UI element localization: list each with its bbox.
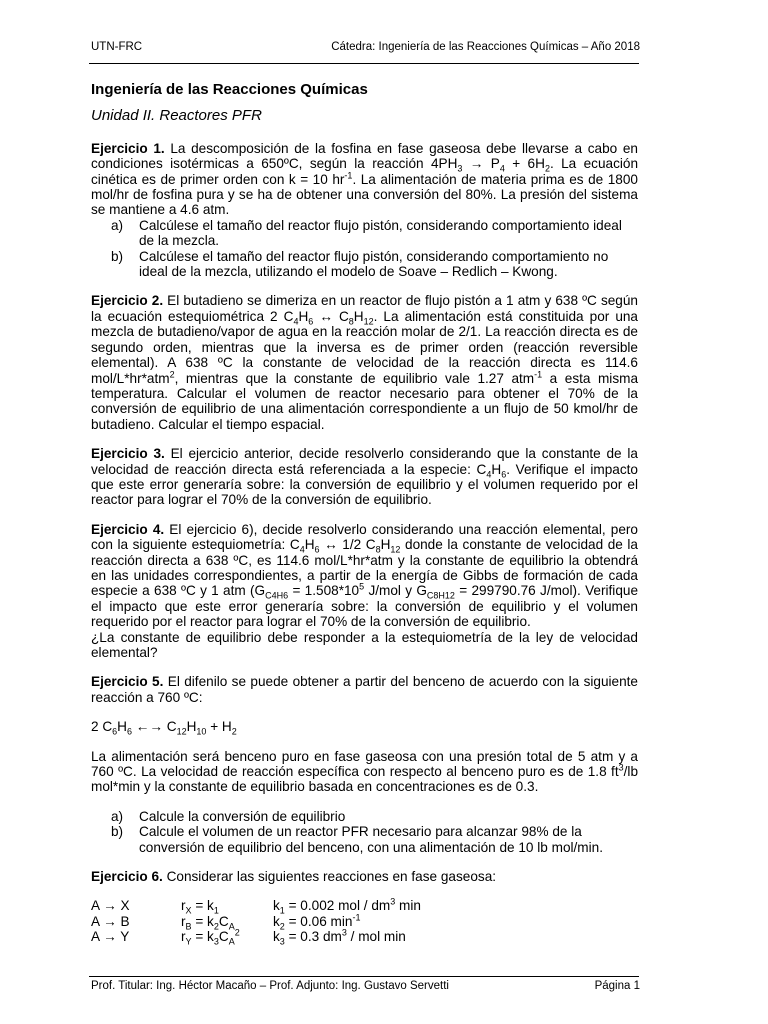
subscript: 1 bbox=[213, 906, 219, 917]
table-row bbox=[91, 929, 421, 944]
document-body bbox=[91, 78, 638, 945]
concentration-symbol: C bbox=[218, 913, 229, 929]
exercise-4-text: donde la constante de velocidad de la reacción directa a 638 ºC, es 114.6 mol/L*hr*atm y la constante de equilibrio la obtendrá en las unidades correspondientes, a partir de la energía de Gibbs de formación de cada especie a 638 ºC y 1 atm (G bbox=[91, 537, 638, 599]
exercise-3-text: . Verifique el impacto que este error generaría sobre: la conversión de equilibrio y el volumen requerido por el reactor para lograr el 70% de la conversión de equilibrio. bbox=[91, 461, 638, 508]
reaction-equation bbox=[91, 719, 638, 737]
subscript: 3 bbox=[279, 937, 285, 947]
equation-part: 2 C bbox=[91, 719, 113, 735]
exercise-6 bbox=[91, 869, 638, 884]
exercise-4-text: El ejercicio 6), decide resolverlo considerando una reacción elemental, pero con la siguiente estequiometría: C bbox=[91, 521, 638, 553]
exercise-2-heading: Ejercicio 2. bbox=[91, 293, 164, 309]
subscript: Y bbox=[185, 937, 192, 947]
table-row bbox=[91, 898, 421, 913]
exercise-3-text: H bbox=[491, 461, 502, 477]
exercise-5-text: La alimentación será benceno puro en fase gaseosa con una presión total de 5 atm y a 760 ºC. La velocidad de reacción específica con respecto al benceno puro es de 1.8 ft bbox=[91, 748, 638, 780]
exercise-1-text: + 6H bbox=[504, 156, 545, 172]
concentration-symbol: C bbox=[218, 929, 229, 945]
document-subtitle: Unidad II. Reactores PFR bbox=[91, 107, 262, 125]
page-header bbox=[91, 41, 640, 53]
subscript: 12 bbox=[390, 544, 401, 555]
exercise-4-text: = 1.508*10 bbox=[288, 583, 360, 599]
exercise-1-text: . La ecuación cinética es de primer orden con k = 10 hr bbox=[91, 156, 639, 187]
table-row bbox=[91, 914, 421, 929]
exercise-2-text: El butadieno se dimeriza en un reactor de flujo pistón a 1 atm y 638 ºC según la ecuación estequiométrica 2 C bbox=[91, 293, 638, 324]
list-item bbox=[91, 824, 638, 855]
list-item-text: Calcule el volumen de un reactor PFR necesario para alcanzar 98% de la conversión de equilibrio del benceno, con una alimentación de 10 lb mol/min. bbox=[139, 824, 603, 855]
superscript: -1 bbox=[352, 912, 361, 923]
exercise-2-text: . La alimentación está constituida por una mezcla de butadieno/vapor de agua en la reacción molar de 2/1. La reacción directa es de segundo orden, mientras que la inversa es de primer orden (reacción reversible elemental). A 638 ºC la constante de velocidad de la reacción directa es 114.6 mol/L*hr*atm bbox=[91, 308, 638, 386]
reaction-table bbox=[91, 896, 421, 947]
subscript: 4 bbox=[499, 163, 505, 174]
exercise-1-text: La descomposición de la fosfina en fase gaseosa debe llevarse a cabo en condiciones isotérmicas a 650ºC, según la reacción 4PH bbox=[91, 140, 638, 172]
list-marker: b) bbox=[111, 248, 124, 264]
exercise-4-text: = 299790.76 J/mol). Verifique el impacto que este error generaría sobre: la conversión de equilibrio y el volumen requerido por el reactor para lograr el 70% de la conversión de equilibrio. bbox=[91, 583, 639, 630]
exercise-2 bbox=[91, 293, 638, 432]
superscript: 5 bbox=[359, 581, 365, 592]
page-footer bbox=[91, 980, 640, 992]
rate-constant-cell bbox=[273, 896, 421, 917]
subscript: C4H6 bbox=[265, 591, 289, 602]
exercise-4-question: ¿La constante de equilibrio debe responder a la estequiometría de la ley de velocidad elemental? bbox=[91, 629, 638, 660]
subscript: 3 bbox=[457, 163, 463, 174]
exercise-5-text: El difenilo se puede obtener a partir del benceno de acuerdo con la siguiente reacción a 760 ºC: bbox=[91, 674, 638, 705]
footer-professors: Prof. Titular: Ing. Héctor Macaño – Prof. Adjunto: Ing. Gustavo Servetti bbox=[91, 980, 449, 992]
header-divider bbox=[89, 63, 639, 64]
list-marker: a) bbox=[111, 808, 124, 824]
constant-unit: min bbox=[395, 898, 421, 914]
exercise-5 bbox=[91, 674, 638, 705]
rate-expression: = k bbox=[191, 898, 214, 914]
constant-unit: / mol min bbox=[346, 929, 406, 945]
footer-divider bbox=[89, 976, 639, 977]
exercise-5-heading: Ejercicio 5. bbox=[91, 674, 164, 690]
subscript: A bbox=[228, 921, 235, 932]
superscript: 2 bbox=[234, 927, 240, 938]
list-item-text: Calcúlese el tamaño del reactor flujo pistón, considerando comportamiento ideal de la mezcla. bbox=[139, 217, 622, 249]
exercise-2-text: H bbox=[353, 308, 364, 324]
subscript: 2 bbox=[544, 163, 550, 174]
list-marker: b) bbox=[111, 824, 124, 840]
rate-symbol: r bbox=[181, 929, 186, 945]
rate-expression: = k bbox=[191, 913, 214, 929]
exercise-1-items bbox=[91, 218, 638, 280]
superscript: 3 bbox=[341, 927, 347, 938]
list-item bbox=[91, 218, 638, 249]
subscript: 6 bbox=[127, 726, 133, 737]
exercise-4-heading: Ejercicio 4. bbox=[91, 521, 165, 537]
subscript: C8H12 bbox=[426, 591, 455, 602]
equation-part: H bbox=[117, 719, 127, 735]
subscript: B bbox=[185, 921, 192, 932]
document-title: Ingeniería de las Reacciones Químicas bbox=[91, 81, 368, 98]
rate-law-cell bbox=[181, 898, 273, 917]
subscript: 6 bbox=[112, 726, 118, 737]
subscript: 6 bbox=[314, 544, 320, 555]
subscript: 6 bbox=[308, 316, 314, 327]
constant-value: = 0.06 min bbox=[284, 913, 353, 929]
exercise-2-text: , mientras que la constante de equilibrio vale 1.27 atm bbox=[174, 370, 535, 386]
constant-value: = 0.002 mol / dm bbox=[284, 898, 391, 914]
exercise-3-text: El ejercicio anterior, decide resolverlo considerando que la constante de la velocidad de reacción directa está referenciada a la especie: C bbox=[91, 446, 638, 477]
subscript: 3 bbox=[213, 937, 219, 947]
constant-symbol: k bbox=[273, 913, 280, 929]
subscript: 4 bbox=[486, 469, 492, 480]
superscript: 2 bbox=[169, 368, 175, 379]
list-item-text: Calcule la conversión de equilibrio bbox=[139, 808, 346, 824]
page-number: Página 1 bbox=[594, 980, 640, 992]
constant-symbol: k bbox=[273, 898, 280, 914]
equation-part: ←→ C bbox=[132, 719, 177, 735]
exercise-3-heading: Ejercicio 3. bbox=[91, 446, 165, 462]
constant-value: = 0.3 dm bbox=[284, 929, 342, 945]
subscript: A bbox=[228, 937, 235, 947]
exercise-2-text: ↔ C bbox=[313, 308, 349, 324]
subscript: 12 bbox=[363, 316, 374, 327]
subscript: 2 bbox=[231, 726, 237, 737]
exercise-6-heading: Ejercicio 6. bbox=[91, 869, 163, 885]
exercise-1-text: → P bbox=[462, 156, 500, 172]
list-item bbox=[91, 809, 638, 824]
subscript: 1 bbox=[279, 906, 285, 917]
superscript: -1 bbox=[534, 368, 543, 379]
rate-symbol: r bbox=[181, 898, 186, 914]
exercise-3 bbox=[91, 446, 638, 508]
exercise-5-text: /lb mol*min y la constante de equilibrio basada en concentraciones es de 0.3. bbox=[91, 764, 638, 795]
equation-part: H bbox=[186, 719, 197, 735]
rate-constant-cell bbox=[273, 912, 421, 932]
rate-law-cell bbox=[181, 913, 273, 932]
header-course: Cátedra: Ingeniería de las Reacciones Químicas – Año 2018 bbox=[331, 41, 640, 53]
list-marker: a) bbox=[111, 217, 124, 233]
rate-constant-cell bbox=[273, 927, 421, 947]
header-institution: UTN-FRC bbox=[91, 41, 143, 53]
superscript: 3 bbox=[390, 896, 396, 907]
exercise-2-text: a esta misma temperatura. Calcular el volumen de reactor necesario para obtener el 70% de la conversión de equilibrio de una alimentación correspondiente a un flujo de 50 kmol/hr de butadieno. Calcular el tiempo espacial. bbox=[91, 370, 639, 432]
reaction-cell: A → X bbox=[91, 898, 130, 914]
reaction-cell: A → Y bbox=[91, 929, 130, 945]
exercise-1-heading: Ejercicio 1. bbox=[91, 140, 165, 156]
list-item bbox=[91, 249, 638, 280]
exercise-4-text: J/mol y G bbox=[364, 583, 427, 599]
exercise-4 bbox=[91, 522, 638, 630]
subscript: 8 bbox=[375, 544, 381, 555]
subscript: 12 bbox=[176, 726, 187, 737]
rate-expression: = k bbox=[191, 929, 214, 945]
subscript: X bbox=[185, 906, 192, 917]
subscript: 2 bbox=[213, 921, 219, 932]
rate-symbol: r bbox=[181, 913, 186, 929]
exercise-2-text: H bbox=[298, 308, 309, 324]
subscript: 6 bbox=[501, 469, 507, 480]
exercise-4-text: ↔ 1/2 C bbox=[319, 537, 376, 553]
exercise-1-text: . La alimentación de materia prima es de 1800 mol/hr de fosfina pura y se ha de obtener una conversión del 80%. La presión del sistema se mantiene a 4.6 atm. bbox=[91, 171, 638, 218]
reaction-cell: A → B bbox=[91, 913, 130, 929]
subscript: 2 bbox=[279, 921, 285, 932]
rate-law-cell bbox=[181, 927, 273, 947]
constant-symbol: k bbox=[273, 929, 280, 945]
superscript: -1 bbox=[344, 170, 353, 181]
subscript: 8 bbox=[348, 316, 354, 327]
exercise-4-text: H bbox=[380, 537, 391, 553]
superscript: 3 bbox=[618, 762, 624, 773]
subscript: 4 bbox=[299, 544, 305, 555]
exercise-5-description bbox=[91, 749, 638, 795]
exercise-5-items bbox=[91, 809, 638, 855]
exercise-4-text: H bbox=[304, 537, 315, 553]
equation-part: + H bbox=[206, 719, 232, 735]
subscript: 10 bbox=[196, 726, 207, 737]
subscript: 4 bbox=[293, 316, 299, 327]
exercise-6-text: Considerar las siguientes reacciones en fase gaseosa: bbox=[162, 869, 497, 885]
list-item-text: Calcúlese el tamaño del reactor flujo pistón, considerando comportamiento no ideal de la mezcla, utilizando el modelo de Soave – Redlich – Kwong. bbox=[139, 248, 609, 280]
exercise-1 bbox=[91, 141, 638, 218]
